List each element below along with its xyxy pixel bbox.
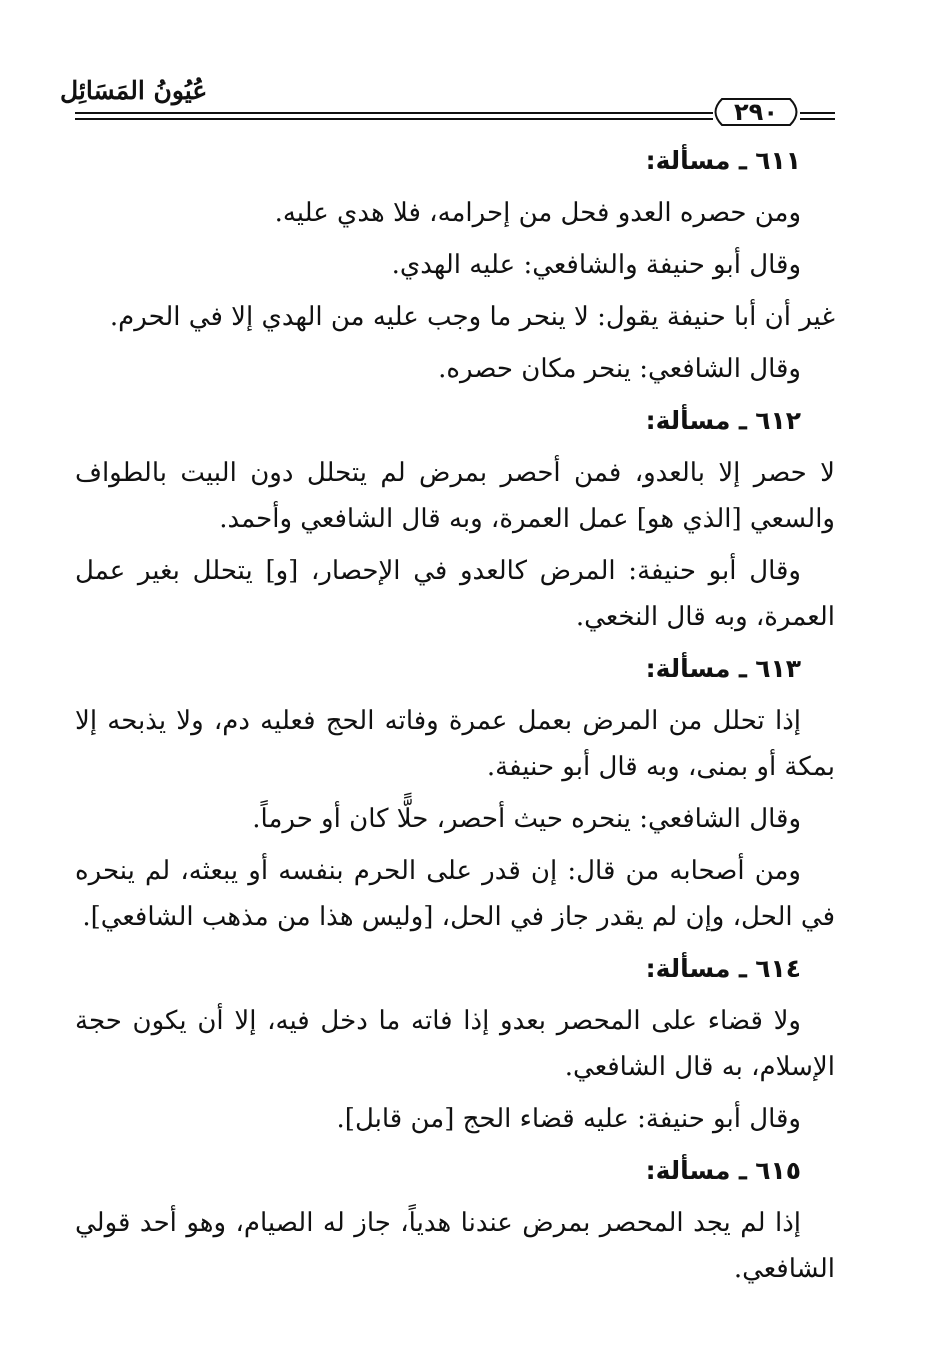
header-rule-right-top (800, 112, 835, 114)
issue-label: مسألة: (645, 954, 731, 983)
paragraph: إذا لم يجد المحصر بمرض عندنا هدياً، جاز له الصيام، وهو أحد قولي الشافعي. (75, 1208, 835, 1284)
page-body (75, 138, 835, 1298)
paragraph: ومن حصره العدو فحل من إحرامه، فلا هدي عليه. (274, 198, 801, 228)
header-rule-bottom (75, 118, 713, 120)
page-number-badge (708, 96, 804, 128)
issue-heading: ٦١٤ ـ مسألة: (645, 954, 801, 983)
paragraph: غير أن أبا حنيفة يقول: لا ينحر ما وجب عليه من الهدي إلا في الحرم. (109, 302, 835, 332)
header-rule-right-bottom (800, 118, 835, 120)
issue-number: ٦١٣ (755, 654, 801, 683)
issue-label: مسألة: (645, 654, 731, 683)
issue-number: ٦١٥ (755, 1156, 801, 1185)
paragraph: ومن أصحابه من قال: إن قدر على الحرم بنفسه أو يبعثه، لم ينحره في الحل، وإن لم يقدر جاز في الحل، [وليس هذا من مذهب الشافعي]. (75, 856, 835, 932)
paragraph: إذا تحلل من المرض بعمل عمرة وفاته الحج فعليه دم، ولا يذبحه إلا بمكة أو بمنى، وبه قال أبو حنيفة. (75, 706, 835, 782)
issue-label: مسألة: (645, 146, 731, 175)
header-rule-top (75, 112, 713, 114)
issue-label: مسألة: (645, 406, 731, 435)
paragraph: وقال أبو حنيفة: عليه قضاء الحج [من قابل]. (336, 1104, 801, 1134)
paragraph: وقال أبو حنيفة والشافعي: عليه الهدي. (391, 250, 801, 280)
paragraph: وقال أبو حنيفة: المرض كالعدو في الإحصار، [و] يتحلل بغير عمل العمرة، وبه قال النخعي. (75, 556, 835, 632)
issue-number: ٦١٤ (755, 954, 801, 983)
paragraph: وقال الشافعي: ينحر مكان حصره. (438, 354, 801, 384)
paragraph: لا حصر إلا بالعدو، فمن أحصر بمرض لم يتحلل دون البيت بالطواف والسعي [الذي هو] عمل العمرة، وبه قال الشافعي وأحمد. (75, 458, 835, 534)
running-header-title: عُيُونُ المَسَائِل (60, 76, 208, 105)
issue-heading: ٦١٢ ـ مسألة: (645, 406, 801, 435)
paragraph: وقال الشافعي: ينحره حيث أحصر، حلًّا كان أو حرماً. (252, 804, 801, 834)
page-number: ٢٩٠ (734, 98, 778, 126)
paragraph: ولا قضاء على المحصر بعدو إذا فاته ما دخل فيه، إلا أن يكون حجة الإسلام، به قال الشافعي. (75, 1006, 835, 1082)
issue-label: مسألة: (645, 1156, 731, 1185)
issue-heading: ٦١٣ ـ مسألة: (645, 654, 801, 683)
issue-heading: ٦١٥ ـ مسألة: (645, 1156, 801, 1185)
issue-heading: ٦١١ ـ مسألة: (645, 146, 801, 175)
issue-number: ٦١١ (755, 146, 801, 175)
issue-number: ٦١٢ (755, 406, 801, 435)
